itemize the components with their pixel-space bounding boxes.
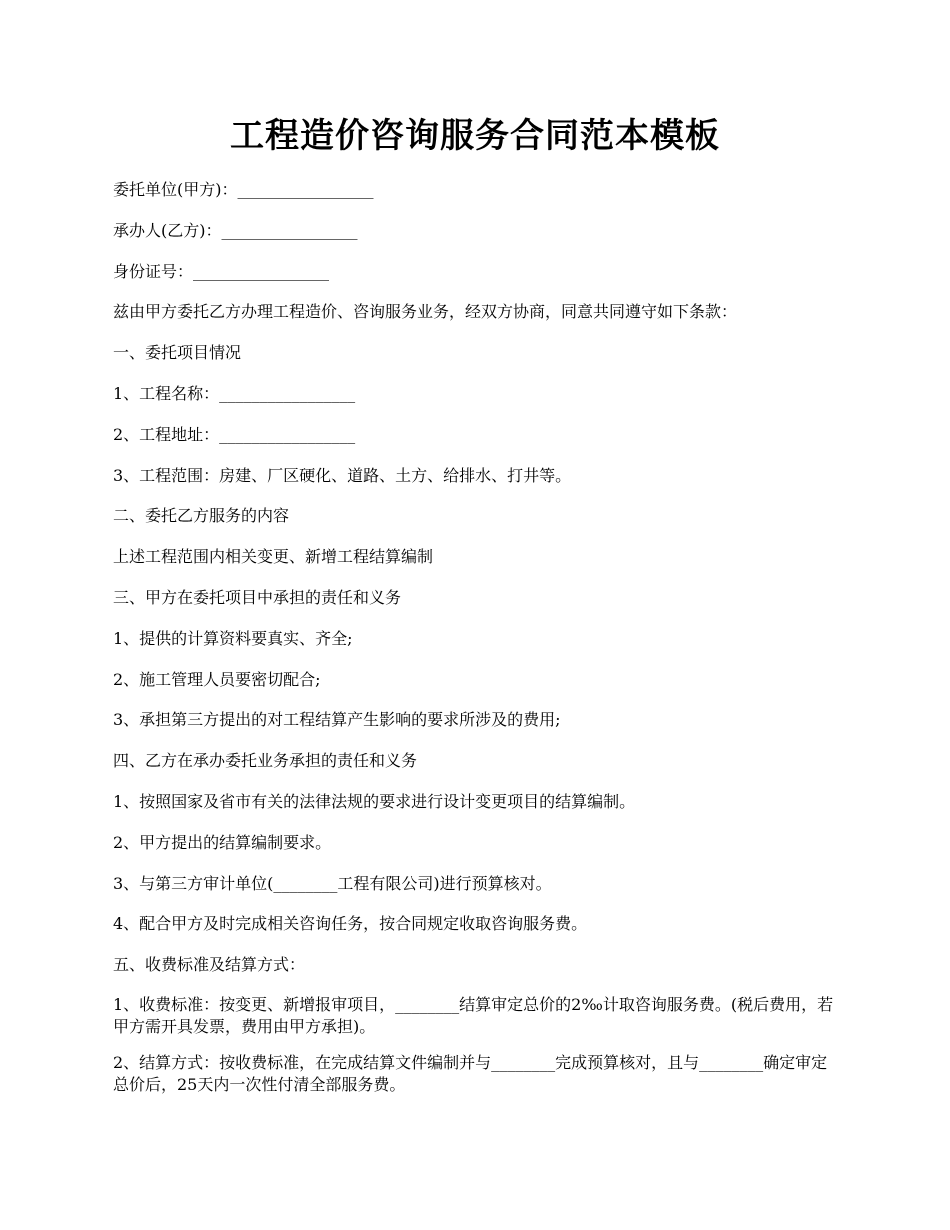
party-b-duty-2: 2、甲方提出的结算编制要求。 (113, 832, 332, 852)
fee-standard-paragraph: 1、收费标准：按变更、新增报审项目，________结算审定总价的2‰计取咨询服务费。(税后费用，若甲方需开具发票，费用由甲方承担)。 (113, 994, 834, 1036)
project-name-line: 1、工程名称：_________________ (113, 383, 356, 403)
id-number-line: 身份证号：_________________ (113, 261, 330, 281)
section-heading-4: 四、乙方在承办委托业务承担的责任和义务 (113, 751, 418, 771)
party-b-duty-1: 1、按照国家及省市有关的法律法规的要求进行设计变更项目的结算编制。 (113, 791, 636, 811)
project-address-line: 2、工程地址：_________________ (113, 424, 356, 444)
document-body (113, 178, 843, 1110)
party-b-duty-4: 4、配合甲方及时完成相关咨询任务，按合同规定收取咨询服务费。 (113, 914, 588, 934)
project-scope-line: 3、工程范围：房建、厂区硬化、道路、土方、给排水、打井等。 (113, 465, 572, 485)
settlement-method-paragraph: 2、结算方式：按收费标准，在完成结算文件编制并与________完成预算核对，且与________确定审定总价后，25天内一次性付清全部服务费。 (113, 1052, 828, 1094)
section-heading-2: 二、委托乙方服务的内容 (113, 506, 290, 526)
party-b-duty-3: 3、与第三方审计单位(________工程有限公司)进行预算核对。 (113, 873, 552, 893)
party-a-duty-3: 3、承担第三方提出的对工程结算产生影响的要求所涉及的费用; (113, 710, 561, 730)
party-a-line: 委托单位(甲方)：_________________ (113, 180, 374, 199)
section-heading-5: 五、收费标准及结算方式： (113, 955, 306, 975)
service-content-line: 上述工程范围内相关变更、新增工程结算编制 (113, 547, 434, 567)
party-a-duty-1: 1、提供的计算资料要真实、齐全; (113, 628, 353, 648)
party-a-duty-2: 2、施工管理人员要密切配合; (113, 669, 321, 689)
document-title: 工程造价咨询服务合同范本模板 (230, 116, 720, 156)
intro-paragraph: 兹由甲方委托乙方办理工程造价、咨询服务业务，经双方协商，同意共同遵守如下条款： (113, 302, 738, 322)
section-heading-1: 一、委托项目情况 (113, 343, 242, 363)
section-heading-3: 三、甲方在委托项目中承担的责任和义务 (113, 587, 402, 607)
party-b-line: 承办人(乙方)：_________________ (113, 220, 358, 240)
